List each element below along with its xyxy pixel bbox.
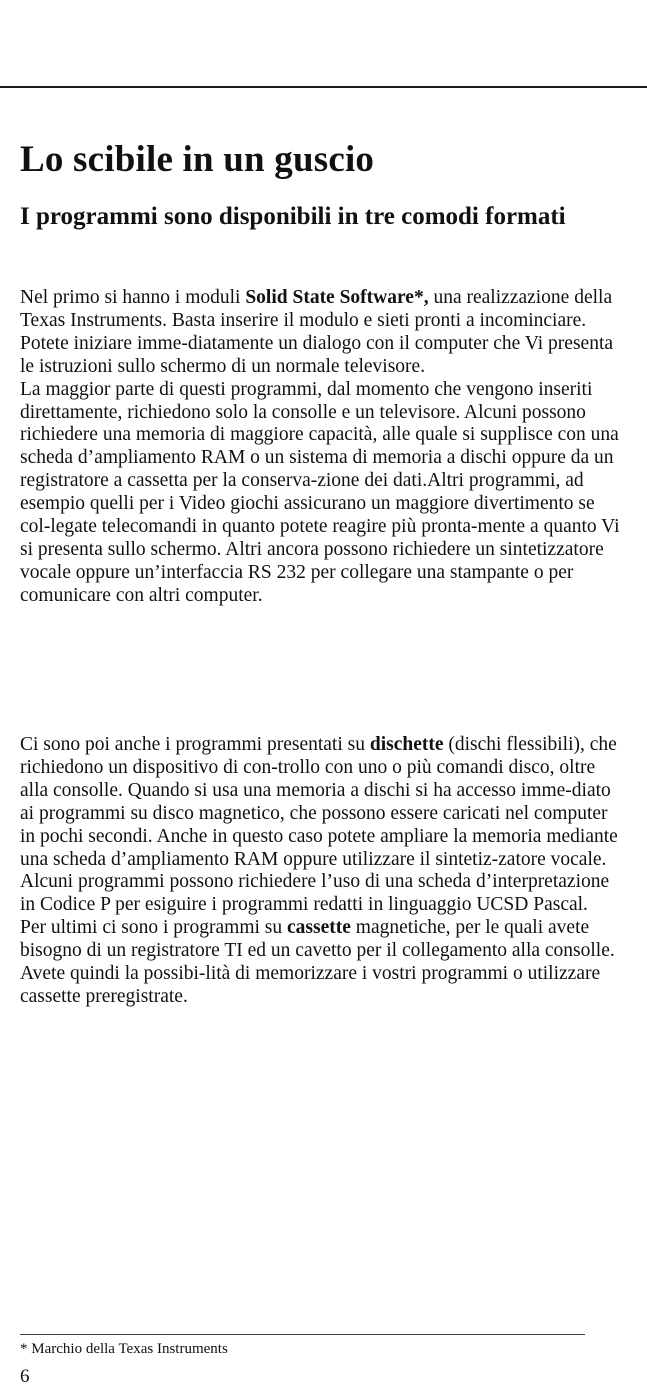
page-number: 6 [20, 1366, 30, 1387]
p2-bold-cassette: cassette [287, 917, 351, 939]
p1-text-a: Nel primo si hanno i moduli [20, 287, 241, 308]
p2-text-a: Ci sono poi anche i programmi presentati su [20, 734, 365, 755]
p2-text-f: magnetiche, per le quali avete bisogno di un registratore TI ed un cavetto per il collegamento alla consolle. Avete quindi la possibi-lità di memorizzare i vostri programmi o utilizzare cassette preregistrate. [20, 917, 615, 1007]
footnote: * Marchio della Texas Instruments [20, 1341, 228, 1357]
top-divider [0, 86, 647, 88]
footnote-divider [20, 1334, 585, 1335]
p2-bold-dischette: dischette [369, 734, 444, 755]
page-title: Lo scibile in un guscio [20, 139, 375, 180]
paragraph-cartridges [20, 287, 620, 608]
p1-text-c: una realizzazione della Texas Instruments. Basta inserire il modulo e sieti pronti a incominciare. Potete iniziare imme-diatamente un dialogo con il computer che Vi presenta le istruzioni sullo schermo di un normale televisore. [20, 287, 614, 377]
p2-text-d: Per ultimi ci sono i programmi su [20, 917, 283, 939]
section-subtitle: I programmi sono disponibili in tre comodi formati [20, 203, 566, 230]
p1-text-d: La maggior parte di questi programmi, dal momento che vengono inseriti direttamente, richiedono solo la consolle e un televisore. Alcuni possono richiedere una memoria di maggiore capacità, alle quale si supplisce con una scheda d’ampliamento RAM o un sistema di memoria a dischi oppure da un registratore a cassetta per la conserva-zione dei dati.Altri programmi, ad esempio quelli per i Video giochi assicurano un maggiore divertimento se col-legate telecomandi in quanto potete reagire più pronta-mente a quanto Vi si presenta sullo schermo. Altri ancora possono richiedere un sintetizzatore vocale oppure un’interfaccia RS 232 per collegare una stampante o per comunicare con altri computer. [20, 378, 620, 606]
p2-text-c: (dischi flessibili), che richiedono un dispositivo di con-trollo con uno o più comandi disco, oltre alla consolle. Quando si usa una memoria a dischi si ha accesso imme-diato ai programmi su disco magnetico, che possono essere caricati nel computer in pochi secondi. Anche in questo caso potete ampliare la memoria mediante una scheda d’ampliamento RAM oppure utilizzare il sintetiz-zatore vocale. Alcuni programmi possono richiedere l’uso di una scheda d’interpretazione in Codice P per esiguire i programmi redatti in linguaggio UCSD Pascal. [20, 734, 618, 916]
paragraph-diskettes-cassettes [20, 734, 620, 1009]
p1-bold-solid-state: Solid State Software*, [245, 287, 429, 308]
